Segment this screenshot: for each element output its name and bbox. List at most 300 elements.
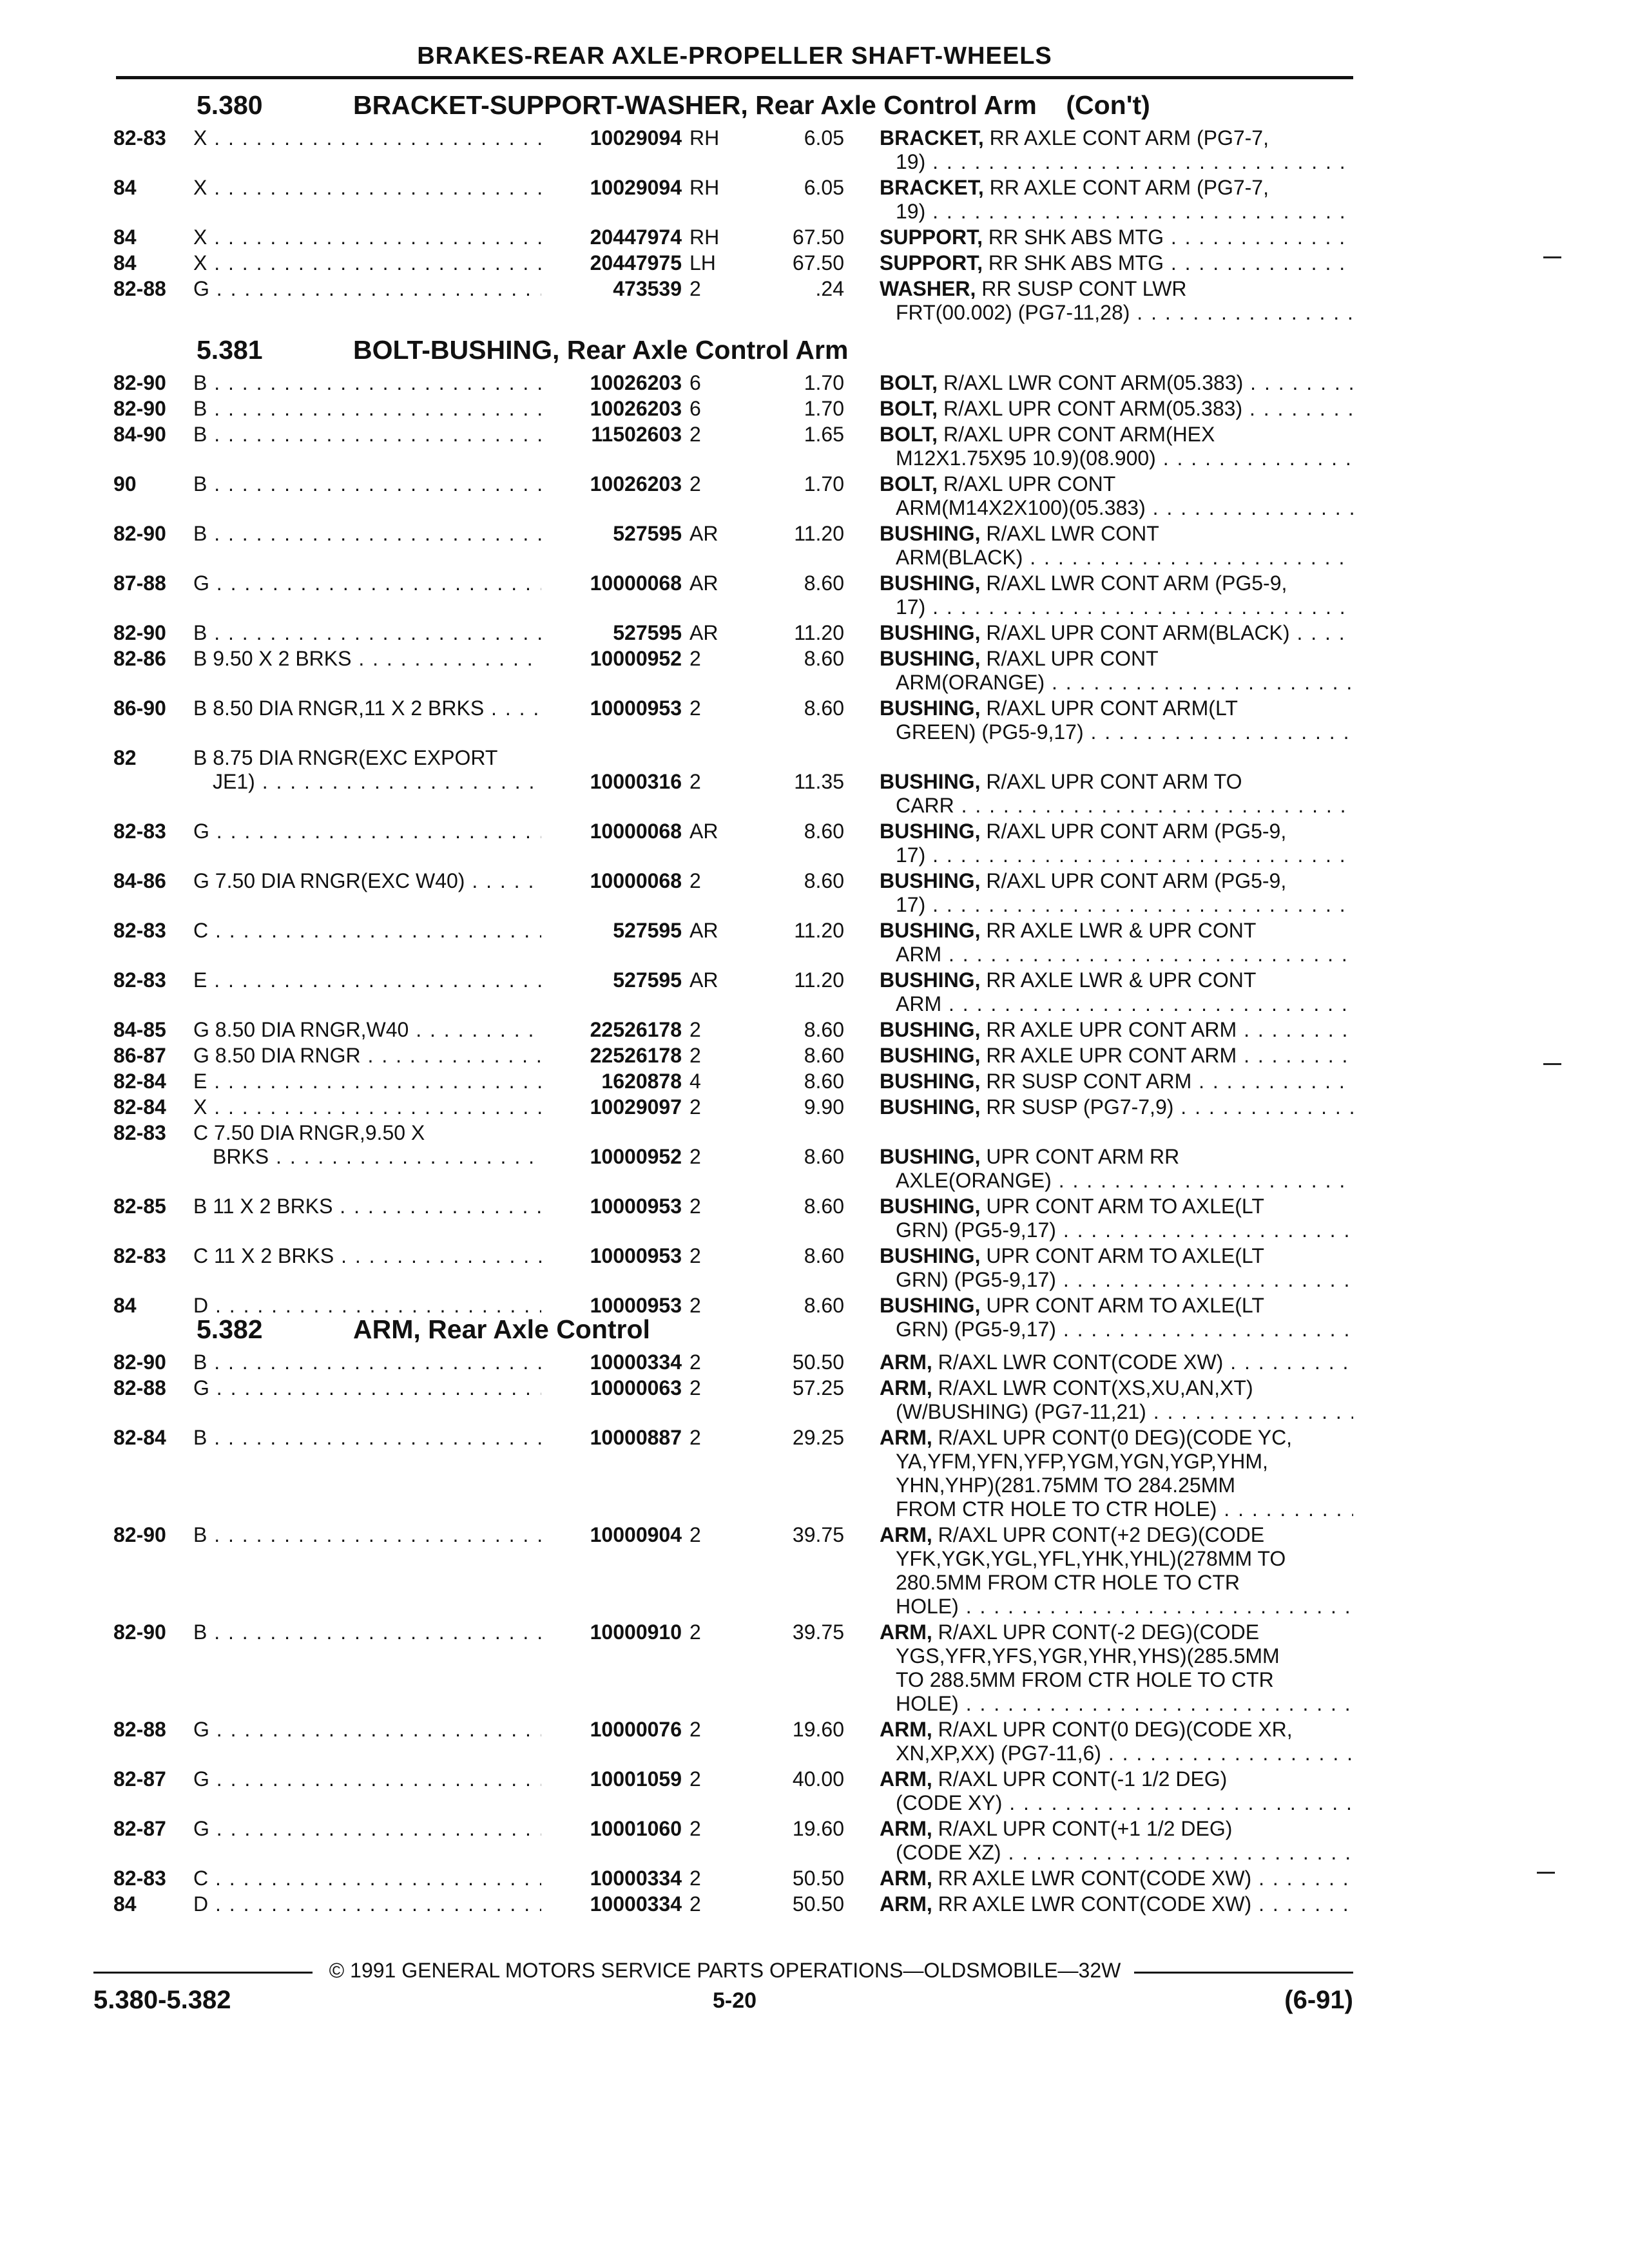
part-number: 10000063 [541, 1376, 682, 1400]
part-name-detail: UPR CONT ARM TO AXLE(LT [980, 1294, 1264, 1317]
part-name-detail: RR AXLE UPR CONT ARM [980, 1018, 1237, 1041]
section-number: 5.381 [197, 335, 263, 365]
part-name-continued [896, 595, 1353, 619]
price: 8.60 [804, 697, 844, 720]
application-description [193, 647, 554, 671]
leader-dots [207, 251, 554, 274]
part-name [880, 820, 1353, 843]
part-name-line: TO 288.5MM FROM CTR HOLE TO CTR [896, 1668, 1274, 1691]
model-years: 82-88 [113, 1718, 166, 1741]
leader-dots [925, 843, 1353, 867]
quantity: 2 [689, 1817, 701, 1840]
application-text: B 8.50 DIA RNGR,11 X 2 BRKS [193, 697, 485, 720]
part-number: 10000904 [541, 1523, 682, 1547]
leader-dots [1237, 1018, 1353, 1041]
application-description [193, 1195, 554, 1218]
part-name-continued [896, 893, 1353, 917]
application-text: BRKS [213, 1145, 269, 1168]
edge-mark [1543, 1063, 1561, 1065]
part-number: 10000334 [541, 1892, 682, 1916]
price: 67.50 [792, 251, 844, 274]
model-years: 84-85 [113, 1018, 166, 1041]
quantity: 2 [689, 1145, 701, 1168]
part-name-detail: UPR CONT ARM RR [980, 1145, 1180, 1168]
leader-dots [209, 277, 554, 300]
part-name [880, 1095, 1353, 1119]
part-name-continued [896, 1791, 1353, 1815]
price: 8.60 [804, 1070, 844, 1093]
section-heading [0, 335, 1629, 365]
part-name-continued [896, 1668, 1353, 1692]
price: 8.60 [804, 572, 844, 595]
application-description [193, 869, 554, 893]
part-number: 10000316 [541, 770, 682, 794]
model-years: 84 [113, 176, 137, 199]
part-number: 10026203 [541, 371, 682, 395]
price: 8.60 [804, 647, 844, 670]
part-name-detail: RR SUSP CONT ARM [980, 1070, 1192, 1093]
application-text: C [193, 1867, 209, 1890]
leader-dots [207, 371, 554, 394]
price: 6.05 [804, 126, 844, 149]
price: .24 [815, 277, 844, 300]
leader-dots [209, 572, 554, 595]
application-text: D [193, 1892, 209, 1916]
part-name-noun: BUSHING, [880, 1294, 981, 1317]
part-name [880, 1145, 1353, 1169]
leader-dots [334, 1244, 554, 1267]
application-text: B 11 X 2 BRKS [193, 1195, 333, 1218]
leader-dots [209, 1376, 554, 1399]
part-name [880, 1195, 1353, 1218]
part-name-noun: ARM, [880, 1350, 932, 1374]
leader-dots [925, 595, 1353, 619]
model-years: 82-84 [113, 1426, 166, 1449]
application-text: X [193, 176, 207, 199]
model-years: 84 [113, 1294, 137, 1317]
part-name-line: (CODE XZ) [896, 1841, 1001, 1864]
part-name-noun: ARM, [880, 1426, 932, 1449]
part-name [880, 1767, 1353, 1791]
leader-dots [1146, 496, 1353, 519]
leader-dots [1084, 720, 1353, 744]
quantity: RH [689, 176, 720, 199]
part-name-line: HOLE) [896, 1595, 959, 1618]
price: 11.35 [794, 770, 844, 793]
part-number: 10000952 [541, 647, 682, 671]
application-text: E [193, 1070, 207, 1093]
application-description [193, 1095, 554, 1119]
quantity: LH [689, 251, 716, 274]
application-text: X [193, 226, 207, 249]
edge-mark [1543, 256, 1561, 258]
price: 8.60 [804, 1244, 844, 1267]
part-name-detail: R/AXL UPR CONT(+1 1/2 DEG) [932, 1817, 1233, 1840]
part-name [880, 251, 1353, 275]
model-years: 82-90 [113, 371, 166, 394]
part-name-noun: BUSHING, [880, 869, 981, 892]
model-years: 86-87 [113, 1044, 166, 1067]
price: 1.70 [804, 371, 844, 394]
quantity: 6 [689, 397, 701, 420]
model-years: 82-90 [113, 522, 166, 545]
quantity: AR [689, 919, 718, 942]
part-name [880, 522, 1353, 546]
part-name-noun: BUSHING, [880, 1195, 981, 1218]
part-name-noun: WASHER, [880, 277, 976, 300]
footer-section-range: 5.380-5.382 [93, 1986, 231, 2014]
part-number: 10029097 [541, 1095, 682, 1119]
quantity: RH [689, 126, 720, 149]
application-text: G 8.50 DIA RNGR,W40 [193, 1018, 409, 1041]
part-number: 527595 [541, 919, 682, 943]
part-number: 10029094 [541, 126, 682, 150]
leader-dots [209, 1718, 554, 1741]
leader-dots [208, 1867, 554, 1890]
application-description [193, 697, 554, 720]
part-name [880, 126, 1353, 150]
part-name-noun: ARM, [880, 1376, 932, 1399]
part-name-noun: ARM, [880, 1767, 932, 1791]
part-number: 10001060 [541, 1817, 682, 1841]
part-number: 527595 [541, 522, 682, 546]
application-text: X [193, 126, 207, 149]
application-description [193, 1018, 554, 1042]
model-years: 84 [113, 1892, 137, 1916]
price: 8.60 [804, 820, 844, 843]
part-name [880, 1426, 1353, 1450]
model-years: 82-83 [113, 1867, 166, 1890]
application-description [193, 176, 554, 200]
application-text: G 8.50 DIA RNGR [193, 1044, 361, 1067]
part-name-continued [896, 843, 1353, 867]
price: 67.50 [792, 226, 844, 249]
leader-dots [941, 992, 1353, 1015]
quantity: 2 [689, 1244, 701, 1267]
application-description [193, 1718, 554, 1742]
application-text: X [193, 1095, 207, 1119]
part-name [880, 968, 1353, 992]
quantity: 2 [689, 697, 701, 720]
part-name-detail: RR AXLE UPR CONT ARM [980, 1044, 1237, 1067]
model-years: 82-85 [113, 1195, 166, 1218]
price: 1.70 [804, 472, 844, 495]
price: 19.60 [792, 1718, 844, 1741]
part-name-detail: R/AXL LWR CONT ARM(05.383) [938, 371, 1244, 394]
part-name-detail: RR SUSP (PG7-7,9) [980, 1095, 1174, 1119]
quantity: 2 [689, 647, 701, 670]
part-name-line: (W/BUSHING) (PG7-11,21) [896, 1400, 1146, 1423]
section-title: BRACKET-SUPPORT-WASHER, Rear Axle Control Arm (Con't) [353, 90, 1150, 120]
model-years: 82-84 [113, 1095, 166, 1119]
part-number: 527595 [541, 968, 682, 992]
part-name [880, 572, 1353, 595]
leader-dots [1045, 671, 1353, 694]
part-name [880, 1523, 1353, 1547]
leader-dots [1243, 371, 1353, 394]
application-description [193, 472, 554, 496]
part-name-line: 19) [896, 150, 926, 173]
application-description [193, 919, 554, 943]
application-text: B [193, 1620, 207, 1644]
part-name-continued [896, 1169, 1353, 1193]
leader-dots [1242, 397, 1353, 420]
leader-dots [333, 1195, 554, 1218]
application-text: G [193, 1718, 209, 1741]
part-name-line: HOLE) [896, 1692, 959, 1715]
quantity: AR [689, 572, 718, 595]
part-name [880, 869, 1353, 893]
part-number: 1620878 [541, 1070, 682, 1093]
leader-dots [1101, 1742, 1353, 1765]
section-heading [0, 1314, 1629, 1344]
price: 19.60 [792, 1817, 844, 1840]
part-name-noun: ARM, [880, 1718, 932, 1741]
application-description [193, 1244, 554, 1268]
part-name-noun: BUSHING, [880, 968, 981, 992]
part-name [880, 397, 1353, 421]
application-text: B [193, 472, 207, 495]
edge-mark [1537, 1872, 1555, 1874]
part-number: 10000952 [541, 1145, 682, 1169]
price: 8.60 [804, 1195, 844, 1218]
part-name [880, 697, 1353, 720]
part-name-line: ARM(ORANGE) [896, 671, 1045, 694]
application-description [193, 820, 554, 843]
part-name [880, 423, 1353, 447]
part-name [880, 647, 1353, 671]
part-name [880, 176, 1353, 200]
page-header-title: BRAKES-REAR AXLE-PROPELLER SHAFT-WHEELS [417, 43, 1052, 70]
price: 1.70 [804, 397, 844, 420]
part-number: 10000076 [541, 1718, 682, 1742]
leader-dots [207, 472, 554, 495]
application-text: E [193, 968, 207, 992]
leader-dots [207, 1350, 554, 1374]
price: 11.20 [794, 621, 844, 644]
part-name-detail: RR SHK ABS MTG [983, 251, 1164, 274]
application-description [193, 371, 554, 395]
part-name-noun: ARM, [880, 1523, 932, 1546]
part-name-continued [896, 1547, 1353, 1571]
leader-dots [207, 1095, 554, 1119]
part-name-detail: R/AXL UPR CONT ARM(BLACK) [980, 621, 1290, 644]
quantity: AR [689, 522, 718, 545]
quantity: 2 [689, 1523, 701, 1546]
part-name [880, 1044, 1353, 1068]
part-name-continued [896, 1571, 1353, 1595]
price: 11.20 [794, 919, 844, 942]
part-name-continued [896, 1692, 1353, 1716]
leader-dots [207, 968, 554, 992]
part-name-detail: R/AXL UPR CONT [938, 472, 1116, 495]
application-text: B [193, 522, 207, 545]
price: 8.60 [804, 1018, 844, 1041]
part-name-continued [896, 200, 1353, 224]
application-description [193, 251, 554, 275]
leader-dots [959, 1692, 1353, 1715]
part-name-line: GRN) (PG5-9,17) [896, 1218, 1056, 1242]
part-name-noun: BRACKET, [880, 126, 984, 149]
application-description [193, 1620, 554, 1644]
model-years: 86-90 [113, 697, 166, 720]
part-name-continued [896, 1497, 1353, 1521]
leader-dots [1164, 251, 1353, 274]
model-years: 82-90 [113, 1350, 166, 1374]
part-name-detail: RR AXLE CONT ARM (PG7-7, [983, 126, 1269, 149]
part-name-detail: RR SUSP CONT LWR [976, 277, 1187, 300]
application-description [193, 1070, 554, 1093]
quantity: 2 [689, 869, 701, 892]
price: 29.25 [792, 1426, 844, 1449]
part-name-continued [896, 546, 1353, 570]
leader-dots [207, 126, 554, 149]
application-text: G [193, 277, 209, 300]
quantity: 2 [689, 1892, 701, 1916]
model-years: 82-90 [113, 1523, 166, 1546]
quantity: 2 [689, 277, 701, 300]
part-name-detail: R/AXL UPR CONT ARM(HEX [938, 423, 1215, 446]
part-name-line: FROM CTR HOLE TO CTR HOLE) [896, 1497, 1217, 1521]
part-name-continued [896, 1841, 1353, 1865]
section-title: BOLT-BUSHING, Rear Axle Control Arm [353, 335, 849, 365]
footer-page-number: 5-20 [712, 1988, 757, 2013]
model-years: 82 [113, 746, 137, 769]
part-name-detail: R/AXL UPR CONT(+2 DEG)(CODE [932, 1523, 1265, 1546]
application-description [193, 423, 554, 447]
part-name-line: XN,XP,XX) (PG7-11,6) [896, 1742, 1101, 1765]
model-years: 82-87 [113, 1817, 166, 1840]
model-years: 84 [113, 251, 137, 274]
application-text: G [193, 1817, 209, 1840]
leader-dots [1290, 621, 1353, 644]
part-name-line: ARM(M14X2X100)(05.383) [896, 496, 1146, 519]
part-name [880, 1718, 1353, 1742]
leader-dots [1173, 1095, 1353, 1119]
part-name [880, 1350, 1353, 1374]
model-years: 82-84 [113, 1070, 166, 1093]
leader-dots [207, 621, 554, 644]
model-years: 82-88 [113, 1376, 166, 1399]
part-name-noun: ARM, [880, 1817, 932, 1840]
footer-copyright: © 1991 GENERAL MOTORS SERVICE PARTS OPERATIONS—OLDSMOBILE—32W [329, 1959, 1121, 1982]
quantity: 2 [689, 1350, 701, 1374]
part-name-detail: R/AXL UPR CONT ARM(05.383) [938, 397, 1243, 420]
part-number: 10000068 [541, 820, 682, 843]
part-name-line: (CODE XY) [896, 1791, 1003, 1814]
part-name-continued [896, 496, 1353, 520]
part-name-detail: RR AXLE LWR & UPR CONT [980, 919, 1257, 942]
leader-dots [1191, 1070, 1353, 1093]
application-text: JE1) [213, 770, 255, 793]
application-description [193, 1817, 554, 1841]
leader-dots [1056, 1218, 1353, 1242]
model-years: 82-90 [113, 1620, 166, 1644]
part-name-line: ARM [896, 992, 942, 1015]
application-description [193, 1523, 554, 1547]
quantity: 2 [689, 1867, 701, 1890]
part-name-line: 19) [896, 200, 926, 223]
application-description [193, 226, 554, 249]
leader-dots [1223, 1350, 1353, 1374]
part-name-line: YA,YFM,YFN,YFP,YGM,YGN,YGP,YHM, [896, 1450, 1268, 1473]
leader-dots [361, 1044, 554, 1067]
model-years: 90 [113, 472, 137, 495]
part-name-detail: RR AXLE LWR CONT(CODE XW) [932, 1867, 1252, 1890]
part-name-noun: BUSHING, [880, 522, 981, 545]
application-description [193, 621, 554, 645]
part-name-noun: BUSHING, [880, 697, 981, 720]
part-name-noun: BUSHING, [880, 770, 981, 793]
quantity: 2 [689, 423, 701, 446]
leader-dots [1146, 1400, 1353, 1423]
model-years: 82-83 [113, 126, 166, 149]
part-name-detail: UPR CONT ARM TO AXLE(LT [980, 1244, 1264, 1267]
part-name-detail: R/AXL LWR CONT(CODE XW) [932, 1350, 1224, 1374]
leader-dots [409, 1018, 554, 1041]
part-name-line: YGS,YFR,YFS,YGR,YHR,YHS)(285.5MM [896, 1644, 1280, 1667]
part-name-detail: R/AXL UPR CONT ARM(LT [980, 697, 1238, 720]
leader-dots [208, 919, 554, 942]
price: 39.75 [792, 1523, 844, 1546]
leader-dots [207, 522, 554, 545]
quantity: 2 [689, 770, 701, 793]
leader-dots [207, 226, 554, 249]
part-name [880, 1244, 1353, 1268]
part-name-noun: SUPPORT, [880, 226, 983, 249]
leader-dots [207, 423, 554, 446]
leader-dots [1002, 1791, 1353, 1814]
part-name-line: ARM(BLACK) [896, 546, 1023, 569]
part-number: 10000910 [541, 1620, 682, 1644]
part-name-detail: R/AXL UPR CONT(-2 DEG)(CODE [932, 1620, 1260, 1644]
application-description [193, 522, 554, 546]
section-number: 5.382 [197, 1314, 263, 1344]
part-name-line: YFK,YGK,YGL,YFL,YHK,YHL)(278MM TO [896, 1547, 1286, 1570]
part-name [880, 919, 1353, 943]
part-name-detail: R/AXL UPR CONT [980, 647, 1159, 670]
part-number: 527595 [541, 621, 682, 645]
leader-dots [925, 893, 1353, 916]
part-name-continued [896, 1218, 1353, 1242]
footer-revision-date: (6-91) [1284, 1986, 1353, 2014]
part-name-detail: R/AXL UPR CONT(0 DEG)(CODE YC, [932, 1426, 1293, 1449]
part-number: 10026203 [541, 472, 682, 496]
model-years: 82-83 [113, 968, 166, 992]
part-number: 10000068 [541, 572, 682, 595]
part-name-line: 280.5MM FROM CTR HOLE TO CTR [896, 1571, 1240, 1594]
leader-dots [207, 1426, 554, 1449]
part-name [880, 226, 1353, 249]
part-name-line: GRN) (PG5-9,17) [896, 1268, 1056, 1291]
application-text: C 7.50 DIA RNGR,9.50 X [193, 1121, 425, 1144]
part-number: 10000334 [541, 1867, 682, 1890]
leader-dots [1156, 447, 1353, 470]
leader-dots [1056, 1268, 1353, 1291]
part-number: 10000334 [541, 1350, 682, 1374]
leader-dots [1237, 1044, 1353, 1067]
model-years: 82-90 [113, 621, 166, 644]
part-name-detail: R/AXL UPR CONT(-1 1/2 DEG) [932, 1767, 1228, 1791]
part-name-continued [896, 943, 1353, 966]
leader-dots [1217, 1497, 1353, 1521]
model-years: 82-88 [113, 277, 166, 300]
part-name-noun: BOLT, [880, 423, 938, 446]
application-description [193, 1892, 554, 1916]
application-text: B [193, 621, 207, 644]
leader-dots [207, 1620, 554, 1644]
price: 9.90 [804, 1095, 844, 1119]
